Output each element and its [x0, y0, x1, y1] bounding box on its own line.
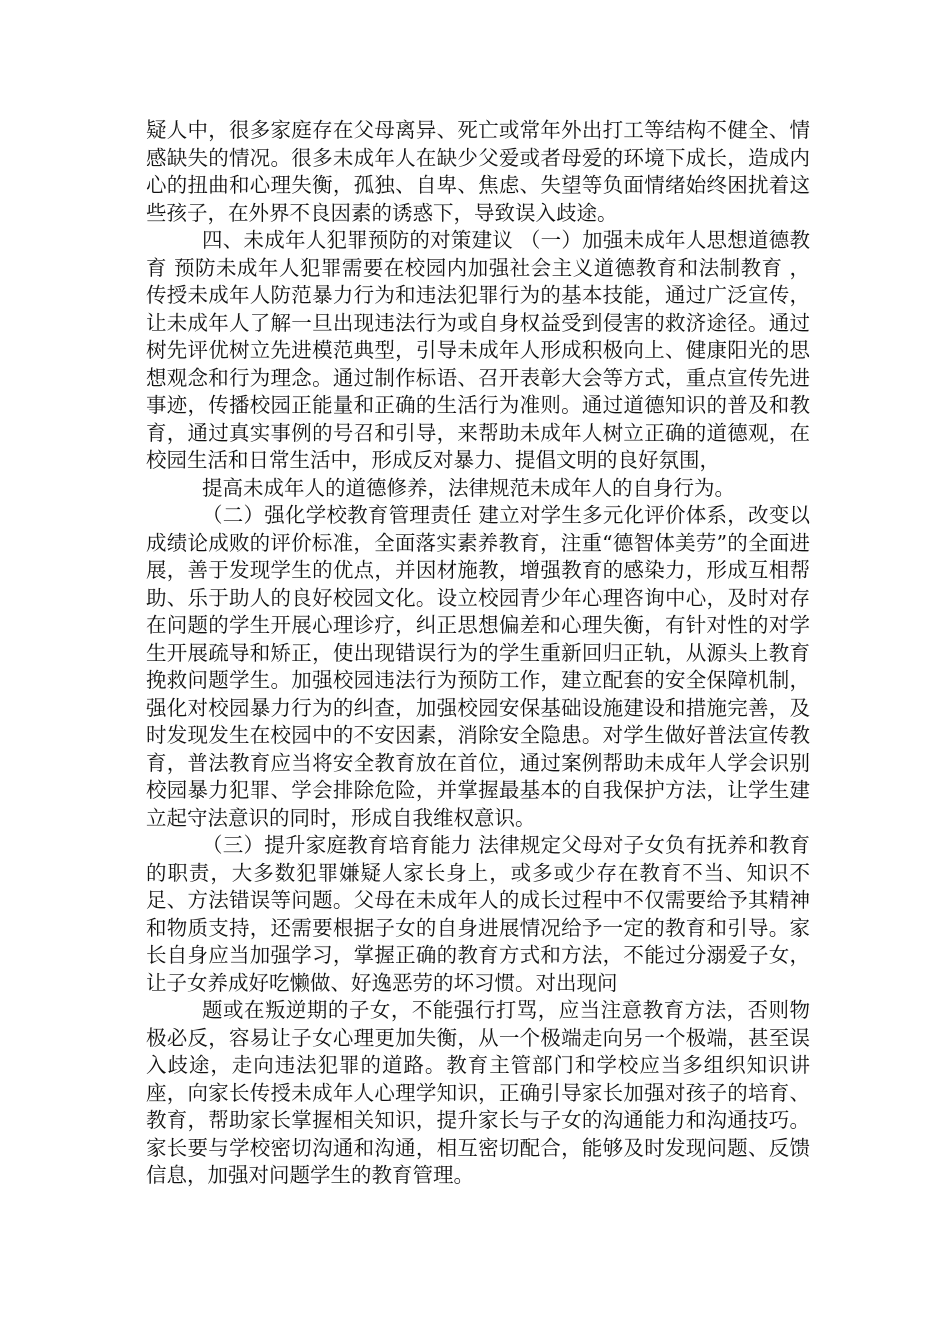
paragraph-family-causes: 疑人中，很多家庭存在父母离异、死亡或常年外出打工等结构不健全、情感缺失的情况。很多未成年人在缺少父爱或者母爱的环境下成长，造成内心的扭曲和心理失衡，孤独、自卑、焦虑、失望等负面情绪始终困扰着这些孩子，在外界不良因素的诱惑下，导致误入歧途。 — [146, 118, 810, 225]
paragraph-moral-cultivation: 提高未成年人的道德修养，法律规范未成年人的自身行为。 — [202, 475, 735, 500]
paragraph-moral-education: 四、未成年人犯罪预防的对策建议 （一）加强未成年人思想道德教育 预防未成年人犯罪需要在校园内加强社会主义道德教育和法制教育 ，传授未成年人防范暴力行为和违法犯罪行为的基本技能，通过广泛宣传，让未成年人了解一旦出现违法行为或自身权益受到侵害的救济途径。通过树先评优树立先进模范典型，引导未成年人形成积极向上、健康阳光的思想观念和行为理念。通过制作标语、召开表彰大会等方式，重点宣传先进事迹，传播校园正能量和正确的生活行为准则。通过道德知识的普及和教育，通过真实事例的号召和引导，来帮助未成年人树立正确的道德观，在校园生活和日常生活中，形成反对暴力、提倡文明的良好氛围， — [146, 228, 810, 472]
paragraph-rebellious-children: 题或在叛逆期的子女，不能强行打骂，应当注意教育方法，否则物极必反，容易让子女心理更加失衡，从一个极端走向另一个极端，甚至误入歧途，走向违法犯罪的道路。教育主管部门和学校应当多组织知识讲座，向家长传授未成年人心理学知识，正确引导家长加强对孩子的培育、教育，帮助家长掌握相关知识，提升家长与子女的沟通能力和沟通技巧。家长要与学校密切沟通和沟通，相互密切配合，能够及时发现问题、反馈信息，加强对问题学生的教育管理。 — [146, 998, 810, 1187]
paragraph-school-management: （二）强化学校教育管理责任 建立对学生多元化评价体系，改变以成绩论成败的评价标准，全面落实素养教育，注重“德智体美劳”的全面进展，善于发现学生的优点，并因材施教，增强教育的感染力，形成互相帮助、乐于助人的良好校园文化。设立校园青少年心理咨询中心，及时对存在问题的学生开展心理诊疗，纠正思想偏差和心理失衡，有针对性的对学生开展疏导和矫正，使出现错误行为的学生重新回归正轨，从源头上教育挽救问题学生。加强校园违法行为预防工作，建立配套的安全保障机制，强化对校园暴力行为的纠查，加强校园安保基础设施建设和措施完善，及时发现发生在校园中的不安因素，消除安全隐患。对学生做好普法宣传教育，普法教育应当将安全教育放在首位，通过案例帮助未成年人学会识别校园暴力犯罪、学会排除危险，并掌握最基本的自我保护方法，让学生建立起守法意识的同时，形成自我维权意识。 — [146, 503, 810, 830]
document-body — [146, 117, 810, 1190]
paragraph-family-education: （三）提升家庭教育培育能力 法律规定父母对子女负有抚养和教育的职责，大多数犯罪嫌疑人家长身上，或多或少存在教育不当、知识不足、方法错误等问题。父母在未成年人的成长过程中不仅需要给予其精神和物质支持，还需要根据子女的自身进展情况给予一定的教育和引导。家长自身应当加强学习，掌握正确的教育方式和方法，不能过分溺爱子女，让子女养成好吃懒做、好逸恶劳的坏习惯。对出现问 — [146, 833, 810, 995]
